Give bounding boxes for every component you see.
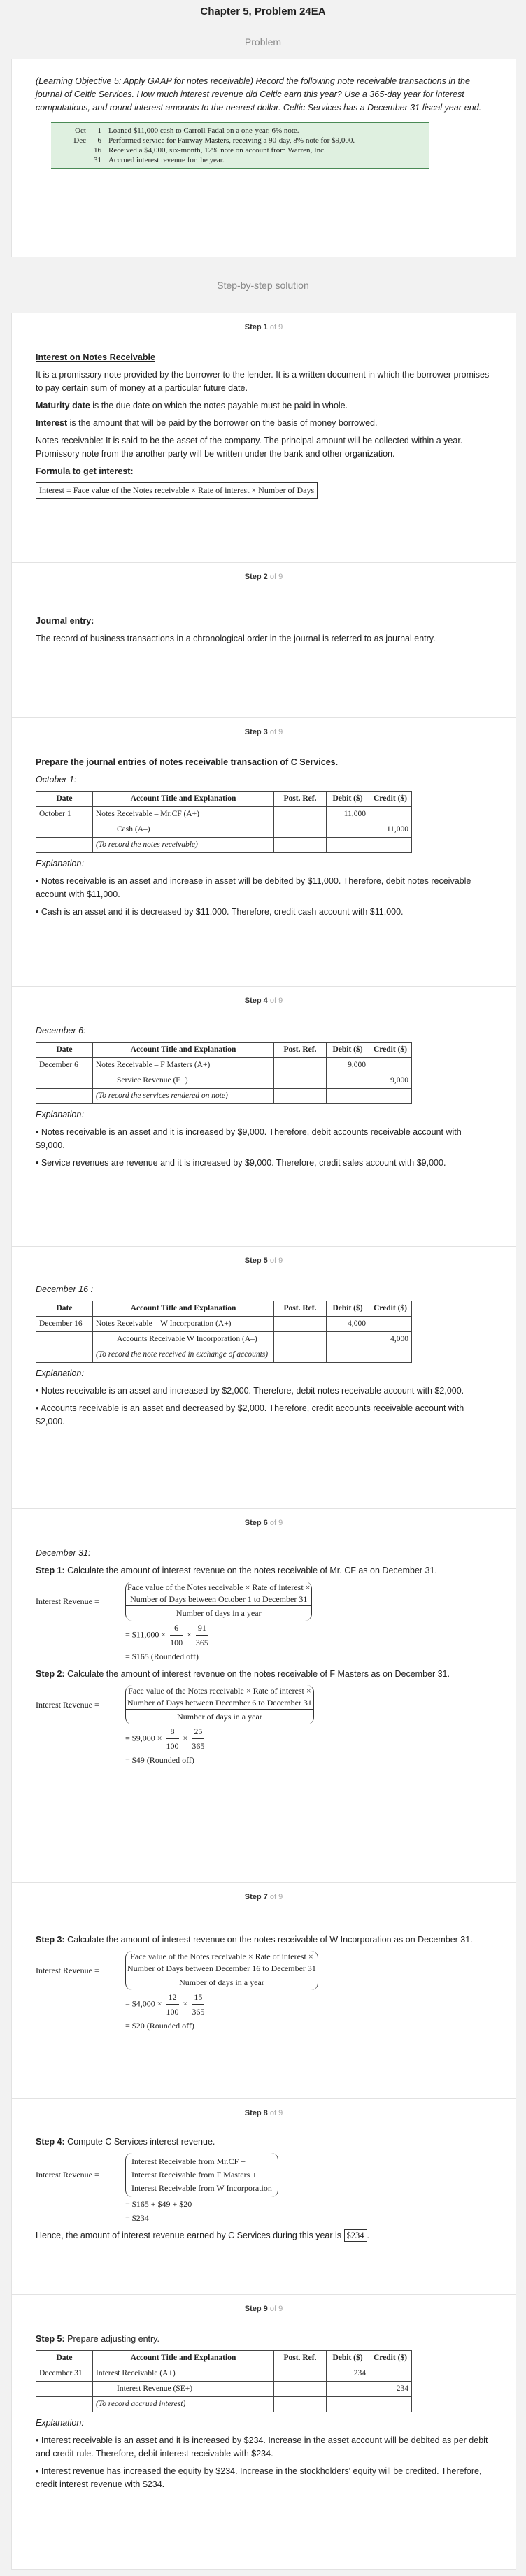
interest-formula: Interest = Face value of the Notes receivable × Rate of interest × Number of Days	[36, 482, 318, 499]
step6-s2: Step 2: Calculate the amount of interest revenue on the notes receivable of F Masters as on December 31.	[36, 1669, 450, 1679]
step-8-card	[11, 2098, 516, 2296]
explanation-bullet: • Interest revenue has increased the equity by $234. Increase in the stockholders' equity will be credited. Therefore, credit interest revenue with $234.	[36, 2466, 482, 2489]
table-row: Cash (A–) 11,000	[36, 822, 412, 838]
explanation-bullet: • Interest receivable is an asset and it is increased by $234. Increase in the asset account will be debited as per debit and credit rule. Therefore, debit interest receivable with $234.	[36, 2435, 488, 2459]
step2-text: The record of business transactions in a chronological order in the journal is referred to as journal entry.	[36, 634, 436, 643]
step3-heading: Prepare the journal entries of notes receivable transaction of C Services.	[36, 757, 339, 767]
explanation-bullet: • Notes receivable is an asset and increase in asset will be debited by $11,000. Therefore, debit notes receivable account with $11,000.	[36, 876, 471, 899]
table-row: Service Revenue (E+) 9,000	[36, 1073, 412, 1089]
result-fmasters: = $49 (Rounded off)	[125, 1755, 194, 1765]
step-6-card	[11, 1508, 516, 1884]
equation-mrcf: Interest Revenue = Face value of the Notes receivable × Rate of interest × Number of Days between October 1 to December 31 Number of days in a year	[36, 1582, 492, 1621]
step5-date: December 16 :	[36, 1285, 93, 1294]
table-row: (To record accrued interest)	[36, 2397, 412, 2412]
explanation-bullet: • Service revenues are revenue and it is increased by $9,000. Therefore, credit sales account with $9,000.	[36, 1158, 446, 1168]
equation-total: Interest Revenue = Interest Receivable from Mr.CF + Interest Receivable from F Masters + Interest Receivable from W Incorporation	[36, 2153, 492, 2197]
step9-s5: Step 5: Prepare adjusting entry.	[36, 2334, 159, 2344]
step-2-card	[11, 562, 516, 719]
result-total: = $234	[125, 2213, 149, 2223]
step-header: Step 6 of 9	[244, 1519, 283, 1527]
calc-fmasters: = $9,000 × $\frac{8}{100}$ × $\frac{25}{365}$	[36, 1724, 492, 1753]
problem-label: Problem	[244, 36, 282, 48]
table-row: (To record the note received in exchange of accounts)	[36, 1347, 412, 1363]
explanation-label: Explanation:	[36, 1110, 84, 1119]
table-row: (To record the services rendered on note)	[36, 1089, 412, 1104]
explanation-label: Explanation:	[36, 1368, 84, 1378]
step-9-card	[11, 2294, 516, 2570]
problem-text: (Learning Objective 5: Apply GAAP for notes receivable) Record the following note receivable transactions in the journal of Celtic Services. How much interest revenue did Celtic earn this year? Use a 365-day year for interest computations, and round interest amounts to the nearest dollar. Celtic Services has a December 31 fiscal year-end.	[36, 76, 482, 113]
step2-heading: Journal entry:	[36, 616, 94, 626]
table-row: December 31 Interest Receivable (A+) 234	[36, 2366, 412, 2382]
journal-table-dec31: Date Account Title and Explanation Post. Ref. Debit ($) Credit ($) December 31 Interest Receivable (A+) 234 Interest Revenue (SE+) 234 (To record accrued interest)	[36, 2350, 412, 2412]
step-header: Step 5 of 9	[244, 1257, 283, 1265]
result-wincorp: = $20 (Rounded off)	[125, 2021, 194, 2031]
step-header: Step 8 of 9	[244, 2109, 283, 2117]
calc-total: = $165 + $49 + $20	[125, 2199, 192, 2209]
step-header: Step 2 of 9	[244, 573, 283, 581]
step4-date: December 6:	[36, 1026, 86, 1036]
problem-line: Dec 6 Performed service for Fairway Masters, receiving a 90-day, 8% note for $9,000.	[73, 136, 355, 145]
step1-heading: Interest on Notes Receivable	[36, 352, 155, 362]
problem-transactions	[51, 122, 429, 169]
problem-line: Oct 1 Loaned $11,000 cash to Carroll Fadal on a one-year, 6% note.	[75, 127, 299, 135]
equation-fmasters: Interest Revenue = Face value of the Notes receivable × Rate of interest × Number of Days between December 6 to December 31 Number of days in a year	[36, 1685, 492, 1724]
table-row: December 6 Notes Receivable – F Masters (A+) 9,000	[36, 1058, 412, 1073]
problem-card	[11, 59, 516, 257]
step7-s3: Step 3: Calculate the amount of interest revenue on the notes receivable of W Incorporation as on December 31.	[36, 1935, 473, 1945]
step-3-card	[11, 717, 516, 987]
calc-wincorp: = $4,000 × $\frac{12}{100}$ × $\frac{15}{365}$	[36, 1990, 492, 2019]
explanation-bullet: • Notes receivable is an asset and it is increased by $9,000. Therefore, debit accounts receivable account with $9,000.	[36, 1127, 462, 1150]
table-row: October 1 Notes Receivable – Mr.CF (A+) 11,000	[36, 807, 412, 822]
table-row: Accounts Receivable W Incorporation (A–) 4,000	[36, 1332, 412, 1347]
problem-line: 31 Accrued interest revenue for the year.	[94, 156, 225, 164]
explanation-label: Explanation:	[36, 2418, 84, 2428]
step-5-card	[11, 1246, 516, 1510]
journal-table-dec16: Date Account Title and Explanation Post. Ref. Debit ($) Credit ($) December 16 Notes Receivable – W Incorporation (A+) 4,000 Accounts Receivable W Incorporation (A–) 4,000 (To record the note received in exchange of accounts)	[36, 1301, 412, 1363]
solution-label: Step-by-step solution	[217, 280, 309, 291]
journal-table-dec6: Date Account Title and Explanation Post. Ref. Debit ($) Credit ($) December 6 Notes Receivable – F Masters (A+) 9,000 Service Revenue (E+) 9,000 (To record the services rendered on note)	[36, 1042, 412, 1104]
step8-conclusion: Hence, the amount of interest revenue earned by C Services during this year is $234 .	[36, 2231, 369, 2240]
table-row: (To record the notes receivable)	[36, 838, 412, 853]
table-row: Interest Revenue (SE+) 234	[36, 2382, 412, 2397]
step6-date: December 31:	[36, 1548, 91, 1558]
step1-p2: Notes receivable: It is said to be the asset of the company. The principal amount will be collected within a year. Promissory note from the another party will be written under the bank and other organization.	[36, 436, 463, 459]
page-title: Chapter 5, Problem 24EA	[200, 6, 326, 17]
step-header: Step 4 of 9	[244, 996, 283, 1005]
explanation-label: Explanation:	[36, 859, 84, 868]
explanation-bullet: • Notes receivable is an asset and increased by $2,000. Therefore, debit notes receivable account with $2,000.	[36, 1386, 464, 1396]
result-mrcf: = $165 (Rounded off)	[125, 1652, 199, 1661]
step-header: Step 1 of 9	[244, 323, 283, 331]
problem-line: 16 Received a $4,000, six-month, 12% note on account from Warren, Inc.	[94, 146, 326, 155]
step-header: Step 9 of 9	[244, 2305, 283, 2313]
journal-table-oct1: Date Account Title and Explanation Post. Ref. Debit ($) Credit ($) October 1 Notes Receivable – Mr.CF (A+) 11,000 Cash (A–) 11,000 (To record the notes receivable)	[36, 791, 412, 853]
step-4-card	[11, 986, 516, 1247]
step3-date: October 1:	[36, 775, 77, 785]
equation-wincorp: Interest Revenue = Face value of the Notes receivable × Rate of interest × Number of Days between December 16 to December 31 Number of days in a year	[36, 1951, 492, 1990]
calc-mrcf: = $11,000 × $\frac{6}{100}$ × $\frac{91}{365}$	[36, 1621, 492, 1650]
step-7-card	[11, 1882, 516, 2100]
step1-maturity: Maturity date is the due date on which the notes payable must be paid in whole.	[36, 401, 348, 410]
answer-box: $234	[344, 2229, 367, 2242]
step1-p1: It is a promissory note provided by the borrower to the lender. It is a written document in which the borrower promises to pay certain sum of money at a particular future date.	[36, 370, 490, 393]
explanation-bullet: • Cash is an asset and it is decreased by $11,000. Therefore, credit cash account with $11,000.	[36, 907, 404, 917]
step-header: Step 7 of 9	[244, 1893, 283, 1901]
step-header: Step 3 of 9	[244, 728, 283, 736]
step1-formula-heading: Formula to get interest:	[36, 466, 134, 476]
table-row: December 16 Notes Receivable – W Incorporation (A+) 4,000	[36, 1317, 412, 1332]
step8-s4: Step 4: Compute C Services interest revenue.	[36, 2137, 215, 2147]
explanation-bullet: • Accounts receivable is an asset and decreased by $2,000. Therefore, credit accounts receivable account with $2,000.	[36, 1403, 464, 1426]
step1-interest: Interest is the amount that will be paid by the borrower on the basis of money borrowed.	[36, 418, 378, 428]
step-1-card	[11, 313, 516, 564]
step6-s1: Step 1: Calculate the amount of interest revenue on the notes receivable of Mr. CF as on December 31.	[36, 1566, 437, 1575]
